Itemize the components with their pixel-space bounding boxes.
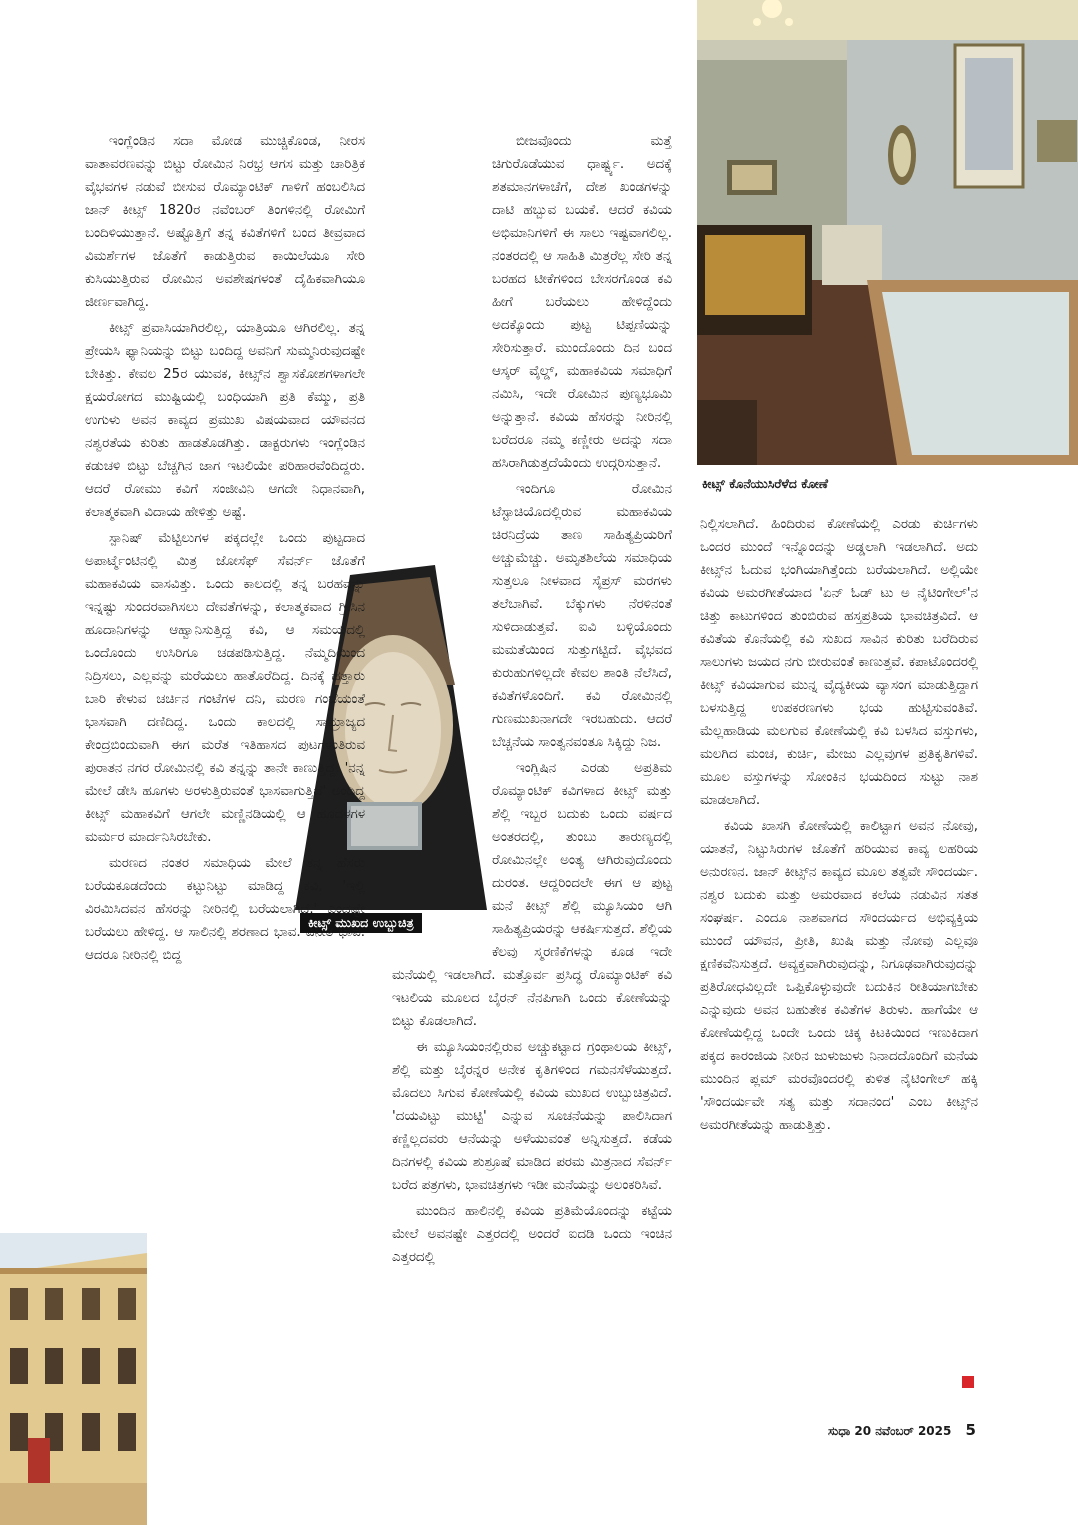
magazine-issue: ಸುಧಾ 20 ನವೆಂಬರ್ 2025	[828, 1424, 952, 1438]
building-illustration	[0, 1233, 147, 1525]
paragraph: ನಿಲ್ಲಿಸಲಾಗಿದೆ. ಹಿಂದಿರುವ ಕೋಣೆಯಲ್ಲಿ ಎರಡು ಕುರ್ಚಿಗಳು ಒಂದರ ಮುಂದೆ ಇನ್ನೊಂದನ್ನು ಅಡ್ಡಲಾಗಿ ಇಡಲಾಗಿದೆ. ಅದು ಕೀಟ್ಸ್‌ನ ಓದುವ ಭಂಗಿಯಾಗಿತ್ತೆಂದು ಬರೆಯಲಾಗಿದೆ. ಅಲ್ಲಿಯೇ ಕವಿಯ ಅಮರಗೀತೆಯಾದ 'ಏನ್ ಓಡ್ ಟು ಅ ನೈಟಿಂಗೇಲ್'ನ ಚಿತ್ತು ಕಾಟುಗಳಿಂದ ತುಂಬಿರುವ ಹಸ್ತಪ್ರತಿಯ ಭಾವಚಿತ್ರವಿದೆ. ಆ ಕವಿತೆಯ ಕೊನೆಯಲ್ಲಿ ಕವಿ ಸುಖದ ಸಾವಿನ ಕುರಿತು ಬರೆದಿರುವ ಸಾಲುಗಳು ಜಯದ ನಗು ಬೀರುವಂತೆ ಕಾಣುತ್ತವೆ. ಕಪಾಟೊಂದರಲ್ಲಿ ಕೀಟ್ಸ್ ಕವಿಯಾಗುವ ಮುನ್ನ ವೈದ್ಯಕೀಯ ವ್ಯಾಸಂಗ ಮಾಡುತ್ತಿದ್ದಾಗ ಬಳಸುತ್ತಿದ್ದ ಉಪಕರಣಗಳು ಭಯ ಹುಟ್ಟಿಸುವಂತಿವೆ. ಮೆಲ್ಲಹಾಡಿಯ ಮಲಗುವ ಕೋಣೆಯಲ್ಲಿ ಕವಿ ಬಳಸಿದ ವಸ್ತುಗಳು, ಮಲಗಿದ ಮಂಚ, ಕುರ್ಚಿ, ಮೇಜು ಎಲ್ಲವುಗಳ ಪ್ರತಿಕೃತಿಗಳಿವೆ. ಮೂಲ ವಸ್ತುಗಳನ್ನು ಸೋಂಕಿನ ಭಯದಿಂದ ಸುಟ್ಟು ನಾಶ ಮಾಡಲಾಗಿದೆ.	[700, 517, 978, 808]
paragraph: ಇಂಗ್ಲೆಂಡಿನ ಸದಾ ಮೋಡ ಮುಚ್ಚಿಕೊಂಡ, ನೀರಸ ವಾತಾವರಣವನ್ನು ಬಿಟ್ಟು ರೋಮಿನ ನಿರಭ್ರ ಆಗಸ ಮತ್ತು ಚಾರಿತ್ರಿಕ ವೈಭವಗಳ ನಡುವೆ ಬೀಸುವ ರೊಮ್ಯಾಂಟಿಕ್ ಗಾಳಿಗೆ ಹಂಬಲಿಸಿದ ಜಾನ್ ಕೀಟ್ಸ್ 1820ರ ನವೆಂಬರ್ ತಿಂಗಳಿನಲ್ಲಿ ರೋಮಿಗೆ ಬಂದಿಳಿಯುತ್ತಾನೆ. ಅಷ್ಟೊತ್ತಿಗೆ ತನ್ನ ಕವಿತೆಗಳಿಗೆ ಬಂದ ತೀವ್ರವಾದ ವಿಮರ್ಶೆಗಳ ಜೊತೆಗೆ ಕಾಡುತ್ತಿರುವ ಕಾಯಿಲೆಯೂ ಸೇರಿ ಕುಸಿಯುತ್ತಿರುವ ರೋಮಿನ ಅವಶೇಷಗಳಂತೆ ದೈಹಿಕವಾಗಿಯೂ ಜೀರ್ಣವಾಗಿದ್ದ.	[85, 134, 365, 310]
page-footer	[828, 1421, 976, 1439]
room-photo-caption: ಕೀಟ್ಸ್ ಕೊನೆಯುಸಿರೆಳೆದ ಕೋಣೆ	[702, 476, 828, 491]
room-photo	[697, 0, 1078, 465]
room-illustration	[697, 0, 1078, 465]
article-column-3	[700, 513, 978, 1140]
article-end-mark	[962, 1376, 974, 1388]
paragraph: ಸ್ಪಾನಿಷ್ ಮೆಟ್ಟಿಲುಗಳ ಪಕ್ಕದಲ್ಲೇ ಒಂದು ಪುಟ್ಟದಾದ ಅಪಾರ್ಟ್ಮೆಂಟಿನಲ್ಲಿ ಮಿತ್ರ ಜೋಸೆಫ್ ಸೆವರ್ನ್ ಜೊತೆಗೆ ಮಹಾಕವಿಯ ವಾಸವಿತ್ತು. ಒಂದು ಕಾಲದಲ್ಲಿ ತನ್ನ ಬರಹವನ್ನು ಇನ್ನಷ್ಟು ಸುಂದರವಾಗಿಸಲು ದೇವತೆಗಳನ್ನು, ಕಲಾತ್ಮಕವಾದ ಗ್ರೀಸಿನ ಹೂದಾನಿಗಳನ್ನು ಆಹ್ವಾನಿಸುತ್ತಿದ್ದ ಕವಿ, ಆ ಸಮಯದಲ್ಲಿ ಒಂದೊಂದು ಉಸಿರಿಗೂ ಚಡಪಡಿಸುತ್ತಿದ್ದ. ನೆಮ್ಮದಿಯಿಂದ ನಿದ್ರಿಸಲು, ಎಲ್ಲವನ್ನು ಮರೆಯಲು ಹಾತೊರೆದಿದ್ದ. ದಿನಕ್ಕೆ ಹತ್ತಾರು ಬಾರಿ ಕೇಳುವ ಚರ್ಚಿನ ಗಂಟೆಗಳ ದನಿ, ಮರಣ ಗಂಟೆಯಂತೆ ಭಾಸವಾಗಿ ದಣಿದಿದ್ದ. ಒಂದು ಕಾಲದಲ್ಲಿ ಸಾಮ್ರಾಜ್ಯದ ಕೇಂದ್ರಬಿಂದುವಾಗಿ ಈಗ ಮರೆತ ಇತಿಹಾಸದ ಪುಟಗಳಂತಿರುವ ಪುರಾತನ ನಗರ ರೋಮಿನಲ್ಲಿ ಕವಿ ತನ್ನನ್ನು ತಾನೇ ಕಾಣುತ್ತಿದ್ದ. 'ನನ್ನ ಮೇಲೆ ಡೇಸಿ ಹೂಗಳು ಅರಳುತ್ತಿರುವಂತೆ ಭಾಸವಾಗುತ್ತಿದೆ' ಅಂದಿದ್ದ ಕೀಟ್ಸ್ ಮಹಾಕವಿಗೆ ಆಗಲೇ ಮಣ್ಣಿನಡಿಯಲ್ಲಿ ಆ ಹೂದಳಗಳ ಮರ್ಮರ ಮಾರ್ದನಿಸಿರಬೇಕು.	[85, 531, 365, 845]
paragraph: ಕೀಟ್ಸ್ ಪ್ರವಾಸಿಯಾಗಿರಲಿಲ್ಲ, ಯಾತ್ರಿಯೂ ಆಗಿರಲಿಲ್ಲ. ತನ್ನ ಪ್ರೇಯಸಿ ಫ್ಯಾನಿಯನ್ನು ಬಿಟ್ಟು ಬಂದಿದ್ದ ಅವನಿಗೆ ಸುಮ್ಮನಿರುವುದಷ್ಟೇ ಬೇಕಿತ್ತು. ಕೇವಲ 25ರ ಯುವಕ, ಕೀಟ್ಸ್‌ನ ಶ್ವಾಸಕೋಶಗಳಾಗಲೇ ಕ್ಷಯರೋಗದ ಮುಷ್ಟಿಯಲ್ಲಿ ಬಂಧಿಯಾಗಿ ಪ್ರತಿ ಕೆಮ್ಮು, ಪ್ರತಿ ಉಗುಳು ಅವನ ಕಾವ್ಯದ ಪ್ರಮುಖ ವಿಷಯವಾದ ಯೌವನದ ನಶ್ವರತೆಯ ಕುರಿತು ಹಾಡತೊಡಗಿತ್ತು. ಡಾಕ್ಟರುಗಳು ಇಂಗ್ಲೆಂಡಿನ ಕಡುಚಳಿ ಬಿಟ್ಟು ಬೆಚ್ಚಗಿನ ಜಾಗ ಇಟಲಿಯೇ ಪರಿಹಾರವೆಂದಿದ್ದರು. ಆದರೆ ರೋಮು ಕವಿಗೆ ಸಂಜೀವಿನಿ ಆಗದೇ ನಿಧಾನವಾಗಿ, ಕಲಾತ್ಮಕವಾಗಿ ವಿದಾಯ ಹೇಳಿತ್ತು ಅಷ್ಟೆ.	[85, 321, 365, 520]
paragraph: ಈ ಮ್ಯೂಸಿಯಂನಲ್ಲಿರುವ ಅಚ್ಚುಕಟ್ಟಾದ ಗ್ರಂಥಾಲಯ ಕೀಟ್ಸ್, ಶೆಲ್ಲಿ ಮತ್ತು ಬೈರನ್ನರ ಅನೇಕ ಕೃತಿಗಳಿಂದ ಗಮನಸೆಳೆಯುತ್ತದೆ. ಮೊದಲು ಸಿಗುವ ಕೋಣೆಯಲ್ಲಿ ಕವಿಯ ಮುಖದ ಉಬ್ಬುಚಿತ್ರವಿದೆ. 'ದಯವಿಟ್ಟು ಮುಟ್ಟಿ' ಎನ್ನುವ ಸೂಚನೆಯನ್ನು ಪಾಲಿಸಿದಾಗ ಕಣ್ಣಿಲ್ಲದವರು ಆನೆಯನ್ನು ಅಳೆಯುವಂತೆ ಅನ್ನಿಸುತ್ತದೆ. ಕಡೆಯ ದಿನಗಳಲ್ಲಿ ಕವಿಯ ಶುಶ್ರೂಷೆ ಮಾಡಿದ ಪರಮ ಮಿತ್ರನಾದ ಸೆವರ್ನ್ ಬರೆದ ಪತ್ರಗಳು, ಭಾವಚಿತ್ರಗಳು ಇಡೀ ಮನೆಯನ್ನು ಅಲಂಕರಿಸಿವೆ.	[392, 1040, 672, 1193]
paragraph: ಇಂದಿಗೂ ರೋಮಿನ ಟೆಸ್ಟಾಚಿಯೊದಲ್ಲಿರುವ ಮಹಾಕವಿಯ ಚಿರನಿದ್ರೆಯ ತಾಣ ಸಾಹಿತ್ಯಪ್ರಿಯರಿಗೆ ಅಚ್ಚುಮೆಚ್ಚು. ಅಮೃತಶಿಲೆಯ ಸಮಾಧಿಯ ಸುತ್ತಲೂ ನೀಳವಾದ ಸೈಪ್ರಸ್ ಮರಗಳು ತಲೆಬಾಗಿವೆ. ಬೆಕ್ಕುಗಳು ನೆರಳಿನಂತೆ ಸುಳಿದಾಡುತ್ತವೆ. ಐವಿ ಬಳ್ಳಿಯೊಂದು ಮಮತೆಯಿಂದ ಸುತ್ತುಗಟ್ಟಿದೆ. ವೈಭವದ ಕುರುಹುಗಳಿಲ್ಲದೇ ಕೇವಲ ಶಾಂತಿ ನೆಲೆಸಿದೆ, ಕವಿತೆಗಳೊಂದಿಗೆ. ಕವಿ ರೋಮಿನಲ್ಲಿ ಗುಣಮುಖನಾಗದೇ ಇರಬಹುದು. ಆದರೆ ಬೆಚ್ಚನೆಯ ಸಾಂತ್ವನವಂತೂ ಸಿಕ್ಕಿದ್ದು ನಿಜ.	[492, 482, 672, 750]
death-mask-caption: ಕೀಟ್ಸ್ ಮುಖದ ಉಬ್ಬುಚಿತ್ರ	[300, 913, 422, 933]
building-photo	[0, 1233, 147, 1525]
paragraph: ಮುಂದಿನ ಹಾಲಿನಲ್ಲಿ ಕವಿಯ ಪ್ರತಿಮೆಯೊಂದನ್ನು ಕಟ್ಟೆಯ ಮೇಲೆ ಅವನಷ್ಟೇ ಎತ್ತರದಲ್ಲಿ ಅಂದರೆ ಐದಡಿ ಒಂದು ಇಂಚಿನ ಎತ್ತರದಲ್ಲಿ	[392, 1204, 672, 1265]
article-column-2	[392, 130, 672, 1272]
paragraph: ಇಂಗ್ಲಿಷಿನ ಎರಡು ಅಪ್ರತಿಮ ರೊಮ್ಯಾಂಟಿಕ್ ಕವಿಗಳಾದ ಕೀಟ್ಸ್ ಮತ್ತು ಶೆಲ್ಲಿ ಇಬ್ಬರ ಬದುಕು ಒಂದು ವರ್ಷದ ಅಂತರದಲ್ಲಿ, ತುಂಬು ತಾರುಣ್ಯದಲ್ಲಿ ರೋಮಿನಲ್ಲೇ ಅಂತ್ಯ ಆಗಿರುವುದೊಂದು ದುರಂತ. ಆದ್ದರಿಂದಲೇ ಈಗ ಆ ಪುಟ್ಟ ಮನೆ ಕೀಟ್ಸ್ ಶೆಲ್ಲಿ ಮ್ಯೂಸಿಯಂ ಆಗಿ ಸಾಹಿತ್ಯಪ್ರಿಯರನ್ನು ಆಕರ್ಷಿಸುತ್ತದೆ. ಶೆಲ್ಲಿಯ ಕೆಲವು ಸ್ಮರಣಿಕೆಗಳನ್ನು ಕೂಡ ಇದೇ ಮನೆಯಲ್ಲಿ ಇಡಲಾಗಿದೆ. ಮತ್ತೊರ್ವ ಪ್ರಸಿದ್ಧ ರೊಮ್ಯಾಂಟಿಕ್ ಕವಿ ಇಟಲಿಯ ಮೂಲದ ಬೈರನ್ ನೆನಪಿಗಾಗಿ ಒಂದು ಕೋಣೆಯನ್ನು ಬಿಟ್ಟು ಕೊಡಲಾಗಿದೆ.	[392, 761, 672, 1029]
paragraph: ಮರಣದ ನಂತರ ಸಮಾಧಿಯ ಮೇಲೆ ತನ್ನ ಹೆಸರು ಬರೆಯಕೂಡದೆಂದು ಕಟ್ಟುನಿಟ್ಟು ಮಾಡಿದ್ದ ಕವಿ, 'ಇಲ್ಲಿ ವಿರಮಿಸಿದವನ ಹೆಸರನ್ನು ನೀರಿನಲ್ಲಿ ಬರೆಯಲಾಗಿದೆ.' ಎಂದಷ್ಟೇ ಬರೆಯಲು ಹೇಳಿದ್ದ. ಆ ಸಾಲಿನಲ್ಲಿ ಶರಣಾದ ಭಾವ. ವಿನೀತ ಭಾವ. ಆದರೂ ನೀರಿನಲ್ಲಿ ಬಿದ್ದ	[85, 856, 365, 963]
paragraph: ಬೀಜವೊಂದು ಮತ್ತೆ ಚಿಗುರೊಡೆಯುವ ಧಾರ್ಷ್ಟ್ಯ. ಅದಕ್ಕೆ ಶತಮಾನಗಳಾಚೆಗೆ, ದೇಶ ಖಂಡಗಳನ್ನು ದಾಟಿ ಹಬ್ಬುವ ಬಯಕೆ. ಆದರೆ ಕವಿಯ ಅಭಿಮಾನಿಗಳಿಗೆ ಈ ಸಾಲು ಇಷ್ಟವಾಗಲಿಲ್ಲ. ನಂತರದಲ್ಲಿ ಆ ಸಾಹಿತಿ ಮಿತ್ರರೆಲ್ಲ ಸೇರಿ ತನ್ನ ಬರಹದ ಟೀಕೆಗಳಿಂದ ಬೇಸರಗೊಂಡ ಕವಿ ಹೀಗೆ ಬರೆಯಲು ಹೇಳಿದ್ದೆಂದು ಅದಕ್ಕೊಂದು ಪುಟ್ಟ ಟಿಪ್ಪಣಿಯನ್ನು ಸೇರಿಸುತ್ತಾರೆ. ಮುಂದೊಂದು ದಿನ ಬಂದ ಆಸ್ಕರ್ ವೈಲ್ಡ್, ಮಹಾಕವಿಯ ಸಮಾಧಿಗೆ ನಮಿಸಿ, ಇದೇ ರೋಮಿನ ಪುಣ್ಯಭೂಮಿ ಅನ್ನುತ್ತಾನೆ. ಕವಿಯ ಹೆಸರನ್ನು ನೀರಿನಲ್ಲಿ ಬರೆದರೂ ನಮ್ಮ ಕಣ್ಣೀರು ಅದನ್ನು ಸದಾ ಹಸಿರಾಗಿಡುತ್ತದೆಯೆಂದು ಉದ್ಗರಿಸುತ್ತಾನೆ.	[492, 134, 672, 471]
paragraph: ಕವಿಯ ಖಾಸಗಿ ಕೋಣೆಯಲ್ಲಿ ಕಾಲಿಟ್ಟಾಗ ಅವನ ನೋವು, ಯಾತನೆ, ನಿಟ್ಟುಸಿರುಗಳ ಜೊತೆಗೆ ಹರಿಯುವ ಕಾವ್ಯ ಲಹರಿಯ ಅನುರಣನ. ಜಾನ್ ಕೀಟ್ಸ್‌ನ ಕಾವ್ಯದ ಮೂಲ ತತ್ವವೇ ಸೌಂದರ್ಯ. ನಶ್ವರ ಬದುಕು ಮತ್ತು ಅಮರವಾದ ಕಲೆಯ ನಡುವಿನ ಸತತ ಸಂಘರ್ಷ. ಎಂದೂ ನಾಶವಾಗದ ಸೌಂದರ್ಯದ ಅಭಿವ್ಯಕ್ತಿಯ ಮುಂದೆ ಯೌವನ, ಪ್ರೀತಿ, ಖುಷಿ ಮತ್ತು ನೋವು ಎಲ್ಲವೂ ಕ್ಷಣಿಕವೆನಿಸುತ್ತದೆ. ಅವ್ಯಕ್ತವಾಗಿರುವುದನ್ನು, ನಿಗೂಢವಾಗಿರುವುದನ್ನು ಪ್ರತಿರೋಧವಿಲ್ಲದೇ ಒಪ್ಪಿಕೊಳ್ಳುವುದೇ ಬದುಕಿನ ರೀತಿಯಾಗಬೇಕು ಎನ್ನುವುದು ಅವನ ಬಹುತೇಕ ಕವಿತೆಗಳ ತಿರುಳು. ಹಾಗೆಯೇ ಆ ಕೋಣೆಯಲ್ಲಿದ್ದ ಒಂದೇ ಒಂದು ಚಿಕ್ಕ ಕಿಟಕಿಯಿಂದ ಇಣುಕಿದಾಗ ಪಕ್ಕದ ಕಾರಂಜಿಯ ನೀರಿನ ಜುಳುಜುಳು ನಿನಾದದೊಂದಿಗೆ ಮನೆಯ ಮುಂದಿನ ಪ್ಲಮ್ ಮರವೊಂದರಲ್ಲಿ ಕುಳಿತ ನೈಟಿಂಗೇಲ್ ಹಕ್ಕಿ 'ಸೌಂದರ್ಯವೇ ಸತ್ಯ ಮತ್ತು ಸದಾನಂದ' ಎಂಬ ಕೀಟ್ಸ್‌ನ ಅಮರಗೀತೆಯನ್ನು ಹಾಡುತ್ತಿತ್ತು.	[700, 819, 978, 1133]
article-column-1	[85, 130, 365, 970]
page-number: 5	[965, 1421, 976, 1439]
